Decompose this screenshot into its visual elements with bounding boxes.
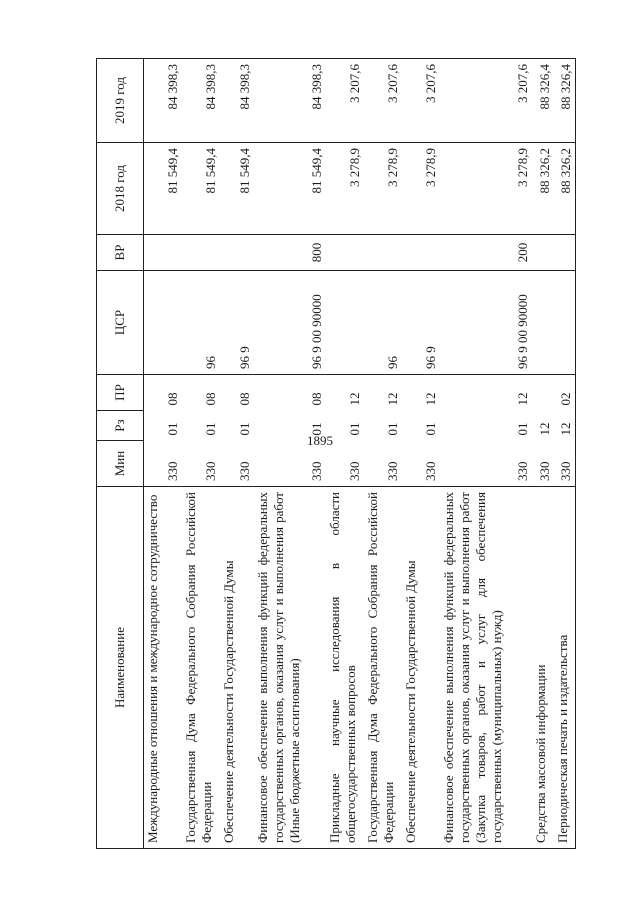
cell-vr: 800 (254, 235, 326, 271)
cell-csr: 96 9 00 90000 (440, 271, 532, 375)
cell-name: Средства массовой информации (532, 487, 554, 849)
cell-name: Обеспечение деятельности Государственной Думы (402, 487, 440, 849)
cell-name: Государственная Дума Федерального Собрания Российской Федерации (364, 487, 402, 849)
cell-min: 330 (220, 441, 254, 487)
cell-2018: 3 278,9 (402, 143, 440, 235)
cell-min: 330 (144, 441, 182, 487)
cell-csr: 96 9 00 90000 (254, 271, 326, 375)
cell-pr (532, 375, 554, 411)
cell-csr (554, 271, 576, 375)
cell-2019: 3 207,6 (440, 59, 532, 143)
cell-min: 330 (402, 441, 440, 487)
cell-vr (402, 235, 440, 271)
cell-vr (326, 235, 364, 271)
cell-min: 330 (182, 441, 220, 487)
cell-2018: 81 549,4 (220, 143, 254, 235)
table-row (220, 59, 254, 849)
cell-min: 330 (532, 441, 554, 487)
header-csr: ЦСР (97, 271, 144, 375)
cell-2019: 84 398,3 (182, 59, 220, 143)
cell-pr: 12 (440, 375, 532, 411)
header-2019: 2019 год (97, 59, 144, 143)
cell-pr: 08 (144, 375, 182, 411)
cell-csr: 96 (182, 271, 220, 375)
cell-2018: 81 549,4 (182, 143, 220, 235)
table-body (144, 59, 576, 849)
cell-2019: 88 326,4 (554, 59, 576, 143)
header-min: Мин (97, 441, 144, 487)
cell-2019: 3 207,6 (402, 59, 440, 143)
cell-2019: 84 398,3 (254, 59, 326, 143)
cell-2019: 88 326,4 (532, 59, 554, 143)
cell-vr (182, 235, 220, 271)
cell-name: Финансовое обеспечение выполнения функций федеральных государственных органов, оказания услуг и выполнения работ (Иные бюджетные ассигнования) (254, 487, 326, 849)
cell-rz: 01 (236, 422, 252, 436)
cell-min: 330 (440, 441, 532, 487)
cell-2019: 3 207,6 (326, 59, 364, 143)
cell-name: Периодическая печать и издательства (554, 487, 576, 849)
cell-2019: 84 398,3 (220, 59, 254, 143)
cell-rz: 01 (346, 422, 362, 436)
cell-rz: 01 (384, 422, 400, 436)
table-row (254, 59, 326, 849)
cell-min: 330 (554, 441, 576, 487)
header-rz: Рз (97, 411, 144, 441)
cell-name: Международные отношения и международное сотрудничество (144, 487, 182, 849)
table-row (364, 59, 402, 849)
cell-pr: 08 (220, 375, 254, 411)
cell-pr: 08 (182, 375, 220, 411)
cell-pr: 08 (254, 375, 326, 411)
cell-min: 330 (254, 441, 326, 487)
cell-2018: 81 549,4 (144, 143, 182, 235)
cell-pr: 12 (402, 375, 440, 411)
cell-2019: 84 398,3 (144, 59, 182, 143)
table-row (402, 59, 440, 849)
cell-csr: 96 9 (220, 271, 254, 375)
cell-2018: 88 326,2 (532, 143, 554, 235)
cell-2018: 81 549,4 (254, 143, 326, 235)
cell-name: Финансовое обеспечение выполнения функций федеральных государственных органов, оказания услуг и выполнения работ (Закупка товаров, работ и услуг для обеспечения государственных (муниципальных) нужд) (440, 487, 532, 849)
cell-name: Государственная Дума Федерального Собрания Российской Федерации (182, 487, 220, 849)
table-row (532, 59, 554, 849)
cell-vr: 200 (440, 235, 532, 271)
cell-2018: 3 278,9 (326, 143, 364, 235)
cell-rz: 01 (422, 422, 438, 436)
cell-2018: 3 278,9 (440, 143, 532, 235)
cell-csr (326, 271, 364, 375)
cell-vr (532, 235, 554, 271)
cell-name: Прикладные научные исследования в области общегосударственных вопросов (326, 487, 364, 849)
cell-2018: 88 326,2 (554, 143, 576, 235)
table-row (326, 59, 364, 849)
cell-vr (220, 235, 254, 271)
cell-csr: 96 (364, 271, 402, 375)
table-row (554, 59, 576, 849)
cell-csr: 96 9 (402, 271, 440, 375)
cell-pr: 02 (554, 375, 576, 411)
budget-table (96, 58, 576, 849)
cell-rz: 01 (514, 422, 530, 436)
cell-rz: 12 (554, 411, 576, 441)
cell-vr (554, 235, 576, 271)
header-2018: 2018 год (97, 143, 144, 235)
cell-2018: 3 278,9 (364, 143, 402, 235)
header-row (97, 59, 144, 849)
cell-rz: 01 (164, 422, 180, 436)
cell-vr (144, 235, 182, 271)
cell-csr (532, 271, 554, 375)
cell-vr (364, 235, 402, 271)
cell-csr (144, 271, 182, 375)
header-pr: ПР (97, 375, 144, 411)
cell-rz: 12 (536, 422, 552, 436)
cell-2019: 3 207,6 (364, 59, 402, 143)
rotated-table-container (96, 59, 590, 849)
table-row (182, 59, 220, 849)
cell-rz: 01 (308, 422, 324, 436)
cell-min: 330 (364, 441, 402, 487)
cell-min: 330 (326, 441, 364, 487)
header-name: Наименование (97, 487, 144, 849)
header-vr: ВР (97, 235, 144, 271)
table-row (440, 59, 532, 849)
page-number: 1895 (307, 433, 333, 448)
cell-name: Обеспечение деятельности Государственной Думы (220, 487, 254, 849)
cell-pr: 12 (326, 375, 364, 411)
cell-rz: 01 (202, 422, 218, 436)
cell-pr: 12 (364, 375, 402, 411)
table-row (144, 59, 182, 849)
